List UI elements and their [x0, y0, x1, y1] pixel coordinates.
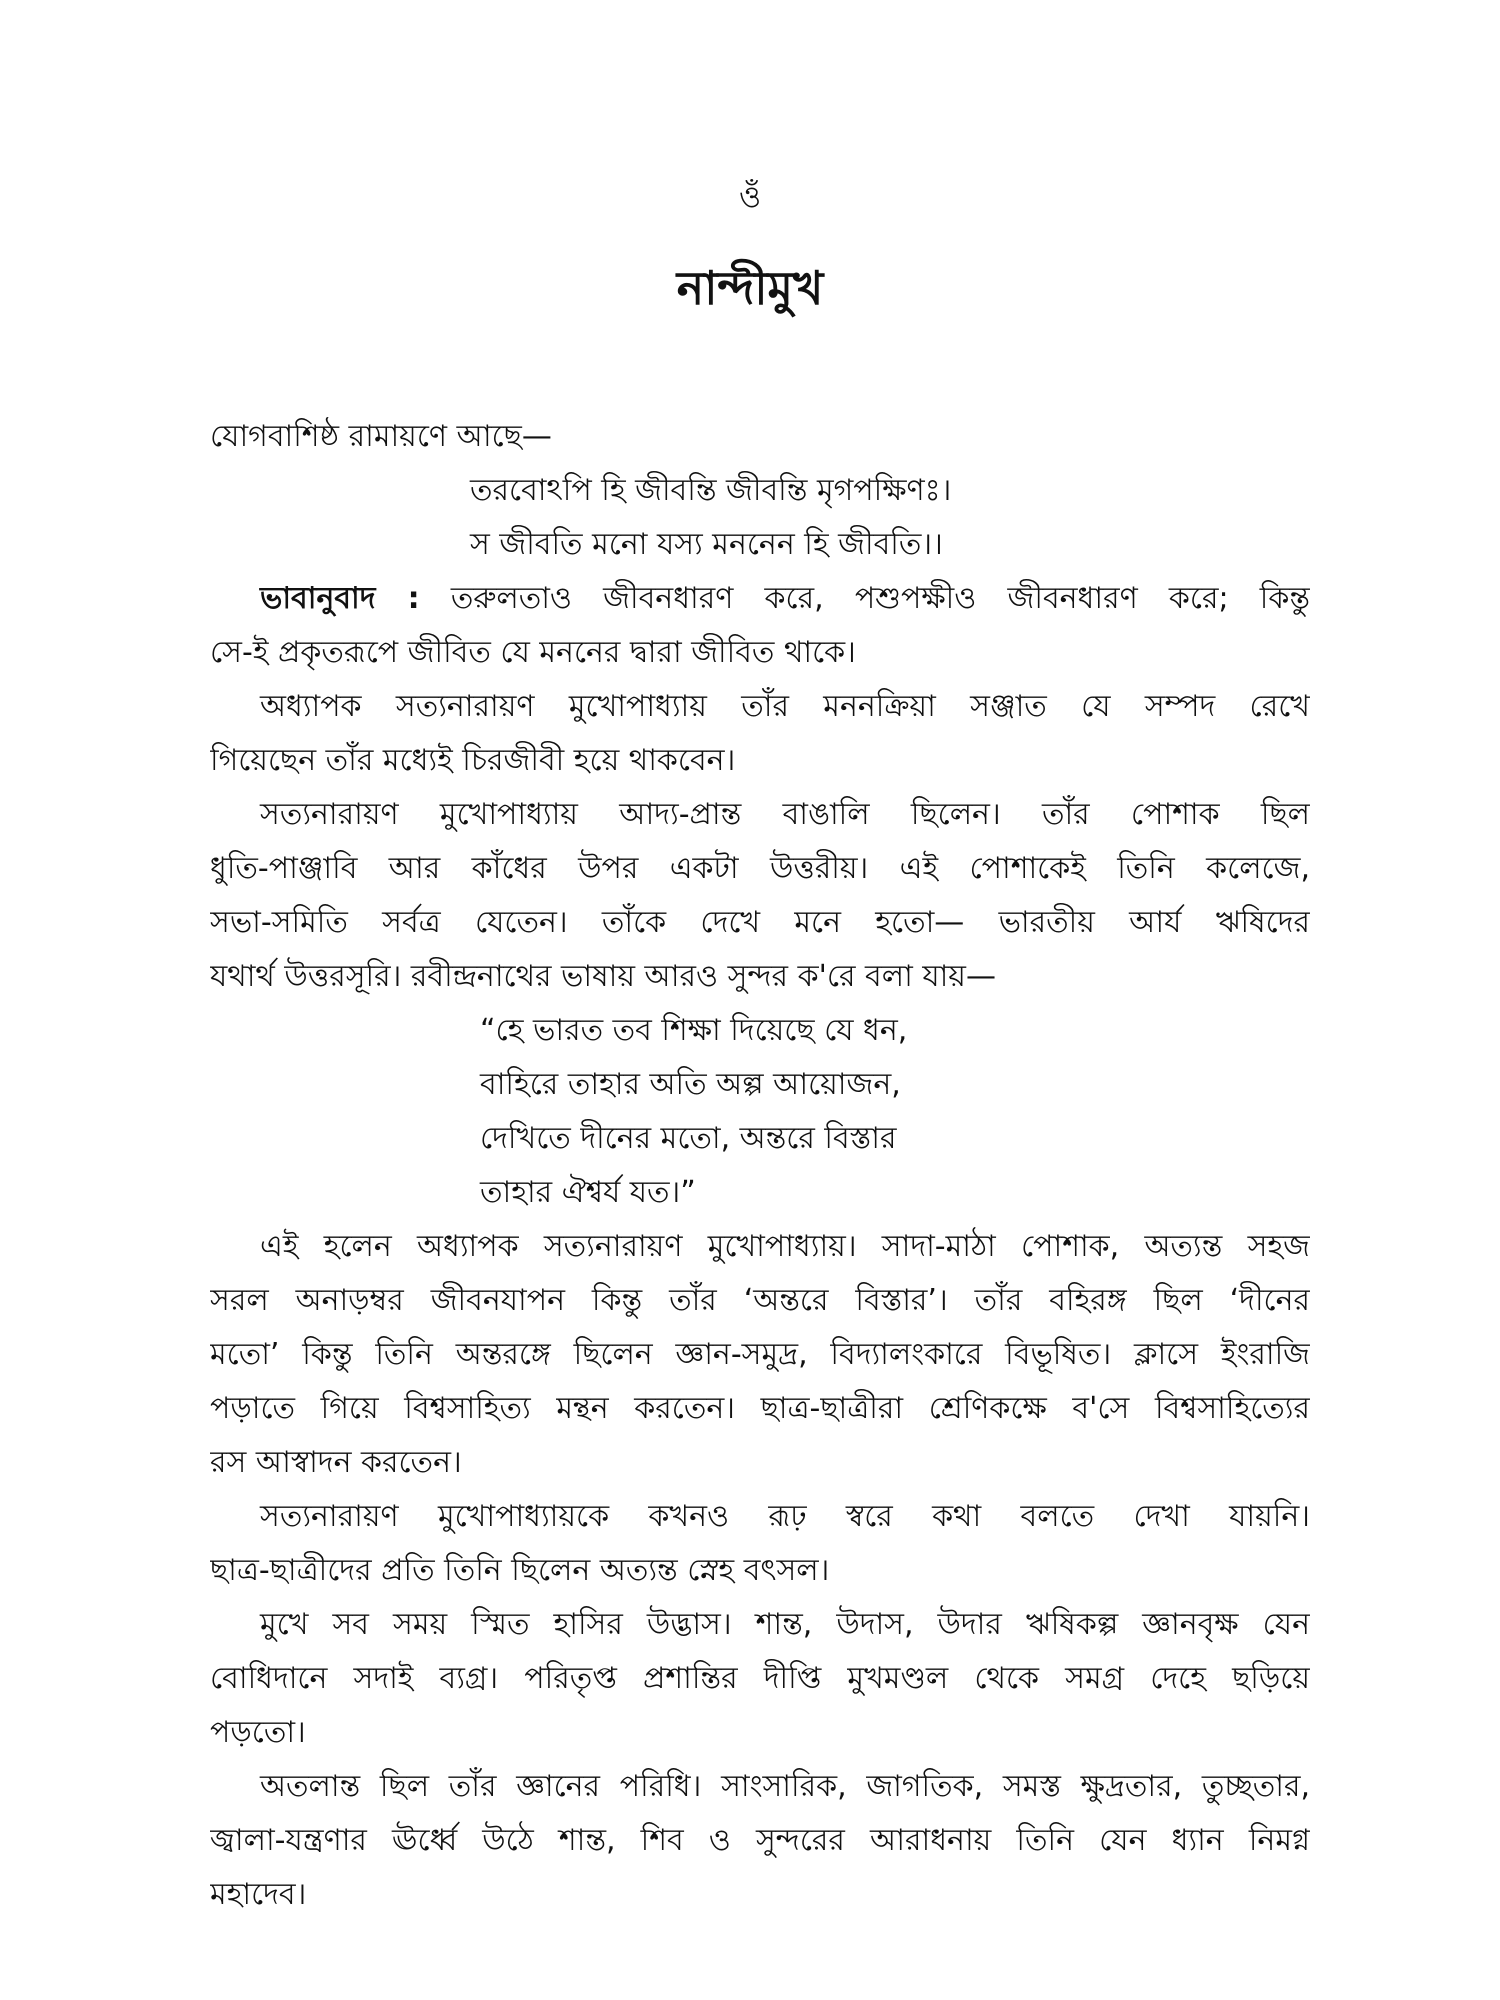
body-text	[210, 410, 1310, 1922]
text-line: পড়তো।	[210, 1715, 306, 1750]
text-line: মুখে সব সময় স্মিত হাসির উদ্ভাস। শান্ত, উদাস, উদার ঋষিকল্প জ্ঞানবৃক্ষ যেন	[260, 1607, 1310, 1642]
page-title: নান্দীমুখ	[676, 261, 824, 315]
verse-line: তরবোঽপি হি জীবন্তি জীবন্তি মৃগপক্ষিণঃ।	[470, 473, 952, 508]
translation-line	[210, 572, 1310, 626]
text-line: এই হলেন অধ্যাপক সত্যনারায়ণ মুখোপাধ্যায়। সাদা-মাঠা পোশাক, অত্যন্ত সহজ	[260, 1229, 1310, 1264]
text-line: জ্বালা-যন্ত্রণার ঊর্ধ্বে উঠে শান্ত, শিব ও সুন্দরের আরাধনায় তিনি যেন ধ্যান নিমগ্ন	[210, 1823, 1310, 1858]
text-line: মহাদেব।	[210, 1877, 307, 1912]
text-line: ধুতি-পাঞ্জাবি আর কাঁধের উপর একটা উত্তরীয়। এই পোশাকেই তিনি কলেজে,	[210, 851, 1310, 886]
text-line: ছাত্র-ছাত্রীদের প্রতি তিনি ছিলেন অত্যন্ত স্নেহ বৎসল।	[210, 1553, 830, 1588]
text-line: গিয়েছেন তাঁর মধ্যেই চিরজীবী হয়ে থাকবেন।	[210, 743, 736, 778]
verse-line: স জীবতি মনো যস্য মননেন হি জীবতি।।	[470, 527, 943, 562]
text-line: সভা-সমিতি সর্বত্র যেতেন। তাঁকে দেখে মনে হতো— ভারতীয় আর্য ঋষিদের	[210, 905, 1310, 940]
text-line: সে-ই প্রকৃতরূপে জীবিত যে মননের দ্বারা জীবিত থাকে।	[210, 635, 856, 670]
text-line: সরল অনাড়ম্বর জীবনযাপন কিন্তু তাঁর ‘অন্তরে বিস্তার’। তাঁর বহিরঙ্গ ছিল ‘দীনের	[210, 1283, 1310, 1318]
poem-line: “হে ভারত তব শিক্ষা দিয়েছে যে ধন,	[480, 1013, 908, 1048]
text-line: মতো’ কিন্তু তিনি অন্তরঙ্গে ছিলেন জ্ঞান-সমুদ্র, বিদ্যালংকারে বিভূষিত। ক্লাসে ইংরাজি	[210, 1337, 1310, 1372]
text-line: অধ্যাপক সত্যনারায়ণ মুখোপাধ্যায় তাঁর মননক্রিয়া সঞ্জাত যে সম্পদ রেখে	[260, 689, 1310, 724]
text-line: যোগবাশিষ্ঠ রামায়ণে আছে—	[210, 419, 552, 454]
translation-text: তরুলতাও জীবনধারণ করে, পশুপক্ষীও জীবনধারণ করে; কিন্তু	[419, 581, 1310, 616]
translation-label: ভাবানুবাদ :	[260, 581, 420, 616]
poem-line: বাহিরে তাহার অতি অল্প আয়োজন,	[480, 1067, 901, 1102]
text-line: সত্যনারায়ণ মুখোপাধ্যায়কে কখনও রূঢ় স্বরে কথা বলতে দেখা যায়নি।	[260, 1499, 1310, 1534]
text-line: রস আস্বাদন করতেন।	[210, 1445, 462, 1480]
text-line: পড়াতে গিয়ে বিশ্বসাহিত্য মন্থন করতেন। ছাত্র-ছাত্রীরা শ্রেণিকক্ষে ব'সে বিশ্বসাহিত্যের	[210, 1391, 1310, 1426]
om-symbol: ওঁ	[738, 180, 762, 215]
text-line: যথার্থ উত্তরসূরি। রবীন্দ্রনাথের ভাষায় আরও সুন্দর ক'রে বলা যায়—	[210, 959, 996, 994]
text-line: অতলান্ত ছিল তাঁর জ্ঞানের পরিধি। সাংসারিক, জাগতিক, সমস্ত ক্ষুদ্রতার, তুচ্ছতার,	[260, 1769, 1310, 1804]
poem-line: দেখিতে দীনের মতো, অন্তরে বিস্তার	[480, 1121, 897, 1156]
text-line: সত্যনারায়ণ মুখোপাধ্যায় আদ্য-প্রান্ত বাঙালি ছিলেন। তাঁর পোশাক ছিল	[260, 797, 1310, 832]
poem-line: তাহার ঐশ্বর্য যত।”	[480, 1175, 696, 1210]
text-line: বোধিদানে সদাই ব্যগ্র। পরিতৃপ্ত প্রশান্তির দীপ্তি মুখমণ্ডল থেকে সমগ্র দেহে ছড়িয়ে	[210, 1661, 1310, 1696]
